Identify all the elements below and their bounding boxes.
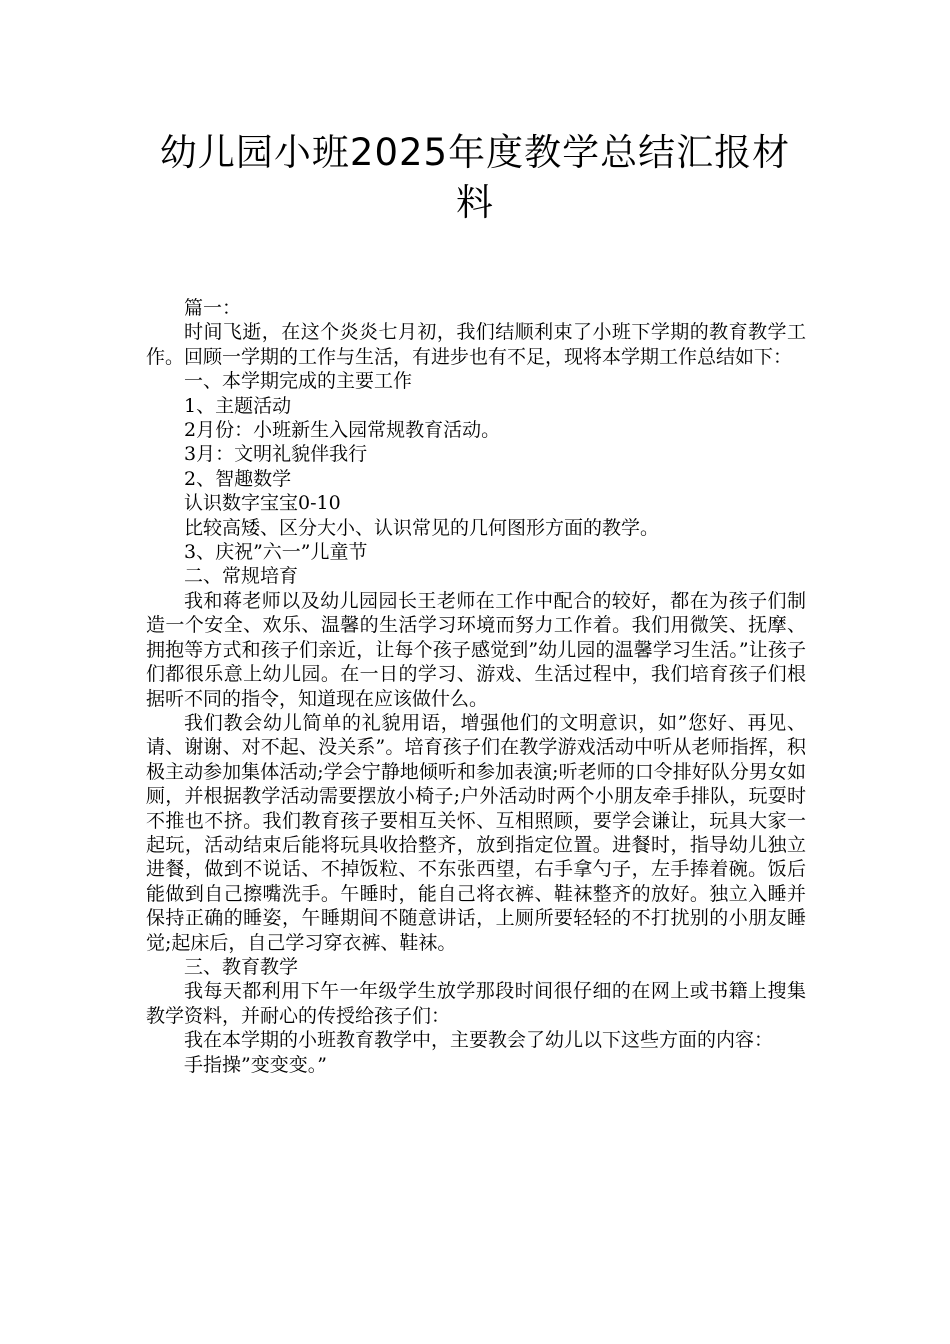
paragraph: 一、本学期完成的主要工作 xyxy=(184,370,413,393)
title-line-1: 幼儿园小班2025年度教学总结汇报材 xyxy=(159,131,791,174)
paragraph: 时间飞逝，在这个炎炎七月初，我们结顺利束了小班下学期的教育教学工作。回顾一学期的工作与生活，有进步也有不足，现将本学期工作总结如下： xyxy=(146,321,806,368)
paragraph: 2、智趣数学 xyxy=(184,467,292,490)
paragraph: 我每天都利用下午一年级学生放学那段时间很仔细的在网上或书籍上搜集教学资料，并耐心的传授给孩子们： xyxy=(146,980,806,1027)
document-title xyxy=(145,128,805,228)
paragraph: 我们教会幼儿简单的礼貌用语，增强他们的文明意识，如”您好、再见、请、谢谢、对不起、没关系”。培育孩子们在教学游戏活动中听从老师指挥，积极主动参加集体活动;学会宁静地倾听和参加表演;听老师的口令排好队分男女如厕，并根据教学活动需要摆放小椅子;户外活动时两个小朋友牵手排队，玩耍时不推也不挤。我们教育孩子要相互关怀、互相照顾，要学会谦让，玩具大家一起玩，活动结束后能将玩具收拾整齐，放到指定位置。进餐时，指导幼儿独立进餐，做到不说话、不掉饭粒、不东张西望，右手拿勺子，左手捧着碗。饭后能做到自己擦嘴洗手。午睡时，能自己将衣裤、鞋袜整齐的放好。独立入睡并保持正确的睡姿，午睡期间不随意讲话，上厕所要轻轻的不打扰别的小朋友睡觉;起床后，自己学习穿衣裤、鞋袜。 xyxy=(146,711,806,954)
paragraph: 篇一： xyxy=(184,297,242,319)
paragraph: 二、常规培育 xyxy=(184,565,299,588)
paragraph: 比较高矮、区分大小、认识常见的几何图形方面的教学。 xyxy=(184,516,660,539)
paragraph: 三、教育教学 xyxy=(184,955,299,978)
paragraph: 手指操”变变变。” xyxy=(184,1053,327,1076)
document-body xyxy=(146,296,806,1077)
paragraph: 我和蒋老师以及幼儿园园长王老师在工作中配合的较好，都在为孩子们制造一个安全、欢乐、温馨的生活学习环境而努力工作着。我们用微笑、抚摩、拥抱等方式和孩子们亲近，让每个孩子感觉到”幼儿园的温馨学习生活。”让孩子们都很乐意上幼儿园。在一日的学习、游戏、生活过程中，我们培育孩子们根据听不同的指令，知道现在应该做什么。 xyxy=(146,589,806,710)
title-line-2: 料 xyxy=(456,181,494,224)
paragraph: 1、主题活动 xyxy=(184,394,292,417)
paragraph: 认识数字宝宝0-10 xyxy=(184,492,341,515)
paragraph: 2月份：小班新生入园常规教育活动。 xyxy=(184,419,501,442)
paragraph: 我在本学期的小班教育教学中，主要教会了幼儿以下这些方面的内容： xyxy=(184,1029,774,1052)
paragraph: 3月：文明礼貌伴我行 xyxy=(184,443,368,466)
paragraph: 3、庆祝”六一”儿童节 xyxy=(184,541,368,564)
